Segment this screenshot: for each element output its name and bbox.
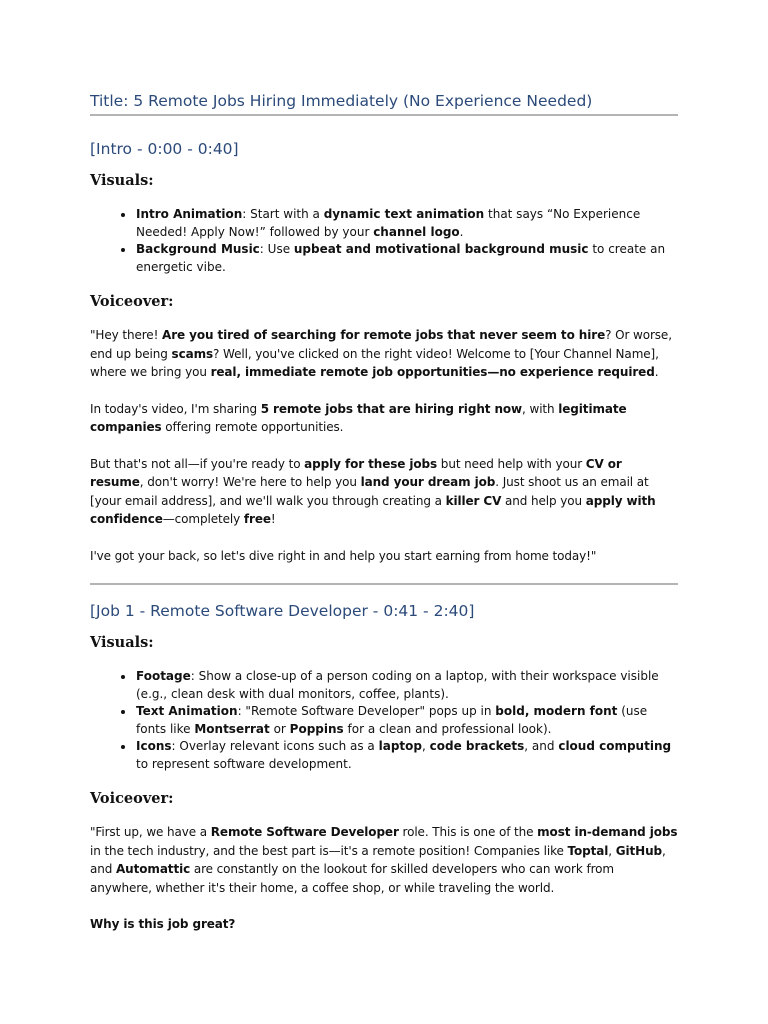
section-divider xyxy=(90,583,678,585)
intro-voiceover-label: Voiceover: xyxy=(90,293,174,310)
job1-voiceover-label: Voiceover: xyxy=(90,790,174,807)
document-title: Title: 5 Remote Jobs Hiring Immediately (No Experience Needed) xyxy=(90,92,678,116)
list-item: • Text Animation: "Remote Software Developer" pops up in bold, modern font (use fonts like Montserrat or Poppins for a clean and professional look). xyxy=(135,703,678,738)
intro-paragraph: In today's video, I'm sharing 5 remote jobs that are hiring right now, with legitimate companies offering remote opportunities. xyxy=(90,401,627,434)
list-item: • Intro Animation: Start with a dynamic text animation that says “No Experience Needed! Apply Now!” followed by your channel logo. xyxy=(135,206,678,241)
job1-why-label: Why is this job great? xyxy=(90,917,236,931)
list-item: • Background Music: Use upbeat and motivational background music to create an energetic vibe. xyxy=(135,241,678,276)
list-item: • Icons: Overlay relevant icons such as a laptop, code brackets, and cloud computing to represent software development. xyxy=(135,738,678,773)
job1-visuals-list xyxy=(90,668,678,773)
intro-paragraph: But that's not all—if you're ready to apply for these jobs but need help with your CV or resume, don't worry! We're here to help you land your dream job. Just shoot us an email at [your email address], and we'll walk you through creating a killer CV and help you apply with confidence—completely free! xyxy=(90,456,656,526)
intro-heading: [Intro - 0:00 - 0:40] xyxy=(90,140,239,158)
intro-visuals-list xyxy=(90,206,678,276)
job1-visuals-label: Visuals: xyxy=(90,634,154,651)
intro-visuals-label: Visuals: xyxy=(90,172,154,189)
job1-heading: [Job 1 - Remote Software Developer - 0:41 - 2:40] xyxy=(90,602,475,620)
intro-paragraph: I've got your back, so let's dive right in and help you start earning from home today!" xyxy=(90,548,597,563)
job1-paragraph: "First up, we have a Remote Software Developer role. This is one of the most in-demand jobs in the tech industry, and the best part is—it's a remote position! Companies like Toptal, GitHub, and Automattic are constantly on the lookout for skilled developers who can work from anywhere, whether it's their home, a coffee shop, or while traveling the world. xyxy=(90,825,678,895)
list-item: • Footage: Show a close-up of a person coding on a laptop, with their workspace visible (e.g., clean desk with dual monitors, coffee, plants). xyxy=(135,668,678,703)
intro-paragraph: "Hey there! Are you tired of searching for remote jobs that never seem to hire? Or worse, end up being scams? Well, you've clicked on the right video! Welcome to [Your Channel Name], where we bring you real, immediate remote job opportunities—no experience required. xyxy=(90,328,672,379)
